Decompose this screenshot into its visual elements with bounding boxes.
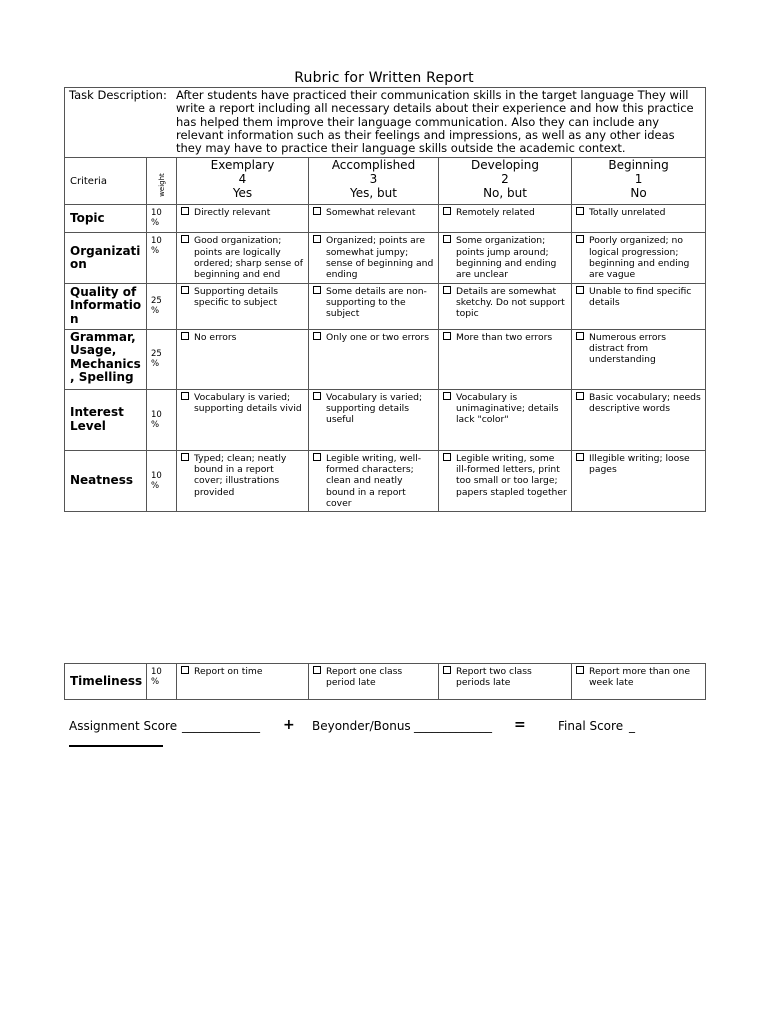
checkbox-icon[interactable] — [576, 286, 584, 294]
rubric-cell[interactable]: Directly relevant — [177, 205, 309, 233]
table-row — [65, 233, 706, 283]
rubric-cell[interactable]: Vocabulary is varied; supporting details vivid — [177, 389, 309, 450]
rubric-cell[interactable]: Organized; points are somewhat jumpy; sense of beginning and ending — [309, 233, 439, 283]
equals-sign: = — [514, 717, 526, 733]
checkbox-icon[interactable] — [576, 392, 584, 400]
rubric-table — [64, 87, 706, 512]
rubric-cell[interactable]: Some organization; points jump around; beginning and ending are unclear — [439, 233, 572, 283]
checkbox-icon[interactable] — [443, 392, 451, 400]
checkbox-icon[interactable] — [443, 235, 451, 243]
rubric-cell[interactable]: Report two class periods late — [439, 664, 572, 700]
checkbox-icon[interactable] — [313, 207, 321, 215]
checkbox-icon[interactable] — [181, 453, 189, 461]
checkbox-icon[interactable] — [181, 235, 189, 243]
task-description-cell — [65, 88, 706, 158]
table-row — [65, 329, 706, 389]
rubric-cell[interactable]: Unable to find specific details — [572, 283, 706, 329]
task-label: Task Description: — [69, 88, 167, 102]
rubric-cell[interactable]: No errors — [177, 329, 309, 389]
rubric-cell[interactable]: Somewhat relevant — [309, 205, 439, 233]
final-score-underline — [69, 745, 163, 747]
checkbox-icon[interactable] — [576, 666, 584, 674]
level-header-accomplished — [309, 158, 439, 205]
criterion-label: Interest Level — [65, 389, 147, 450]
weight-value: 10 % — [147, 233, 177, 283]
criterion-label: Timeliness — [65, 664, 147, 700]
rubric-cell[interactable]: Good organization; points are logically ordered; sharp sense of beginning and end — [177, 233, 309, 283]
level-tag: Yes — [232, 185, 253, 200]
checkbox-icon[interactable] — [443, 453, 451, 461]
page-title: Rubric for Written Report — [294, 70, 474, 86]
bonus-label: Beyonder/Bonus — [312, 719, 411, 733]
rubric-cell[interactable]: Totally unrelated — [572, 205, 706, 233]
assignment-score-blank[interactable]: _____________ — [182, 719, 260, 733]
level-header-developing — [439, 158, 572, 205]
rubric-cell[interactable]: Legible writing, well-formed characters; clean and neatly bound in a report cover — [309, 450, 439, 511]
level-tag: No, but — [483, 185, 527, 200]
checkbox-icon[interactable] — [576, 453, 584, 461]
weight-value: 10 % — [147, 205, 177, 233]
table-row — [65, 205, 706, 233]
level-score: 4 — [238, 172, 247, 187]
timeliness-table — [64, 663, 706, 700]
weight-value: 25 % — [147, 329, 177, 389]
checkbox-icon[interactable] — [181, 207, 189, 215]
rubric-cell[interactable]: Only one or two errors — [309, 329, 439, 389]
plus-sign: + — [283, 717, 295, 733]
rubric-cell[interactable]: Supporting details specific to subject — [177, 283, 309, 329]
table-row — [65, 664, 706, 700]
rubric-cell[interactable]: Remotely related — [439, 205, 572, 233]
checkbox-icon[interactable] — [313, 332, 321, 340]
checkbox-icon[interactable] — [313, 453, 321, 461]
level-name: Beginning — [608, 158, 669, 173]
weight-value: 10 % — [147, 450, 177, 511]
rubric-cell[interactable]: Basic vocabulary; needs descriptive words — [572, 389, 706, 450]
checkbox-icon[interactable] — [313, 666, 321, 674]
rubric-cell[interactable]: More than two errors — [439, 329, 572, 389]
rubric-cell[interactable]: Numerous errors distract from understanding — [572, 329, 706, 389]
criterion-label: Quality of Informatio n — [65, 283, 147, 329]
checkbox-icon[interactable] — [576, 235, 584, 243]
rubric-cell[interactable]: Poorly organized; no logical progression; beginning and ending are vague — [572, 233, 706, 283]
criterion-label: Organizati on — [65, 233, 147, 283]
weight-header-label: weight — [157, 173, 166, 197]
checkbox-icon[interactable] — [443, 207, 451, 215]
rubric-cell[interactable]: Illegible writing; loose pages — [572, 450, 706, 511]
rubric-cell[interactable]: Report on time — [177, 664, 309, 700]
bonus-blank[interactable]: _____________ — [414, 719, 492, 733]
rubric-cell[interactable]: Vocabulary is unimaginative; details lack "color" — [439, 389, 572, 450]
checkbox-icon[interactable] — [443, 332, 451, 340]
level-score: 2 — [501, 172, 509, 187]
checkbox-icon[interactable] — [313, 286, 321, 294]
rubric-cell[interactable]: Vocabulary is varied; supporting details useful — [309, 389, 439, 450]
level-score: 1 — [634, 172, 643, 187]
criterion-label: Neatness — [65, 450, 147, 511]
level-tag: No — [630, 185, 647, 200]
weight-value: 25 % — [147, 283, 177, 329]
criteria-header: Criteria — [65, 158, 147, 205]
criterion-label: Grammar, Usage, Mechanics , Spelling — [65, 329, 147, 389]
checkbox-icon[interactable] — [181, 332, 189, 340]
level-header-beginning — [572, 158, 706, 205]
table-row — [65, 283, 706, 329]
rubric-cell[interactable]: Report more than one week late — [572, 664, 706, 700]
checkbox-icon[interactable] — [313, 392, 321, 400]
rubric-cell[interactable]: Some details are non-supporting to the subject — [309, 283, 439, 329]
checkbox-icon[interactable] — [181, 666, 189, 674]
rubric-cell[interactable]: Typed; clean; neatly bound in a report cover; illustrations provided — [177, 450, 309, 511]
weight-value: 10 % — [147, 664, 177, 700]
level-header-exemplary — [177, 158, 309, 205]
checkbox-icon[interactable] — [443, 666, 451, 674]
rubric-cell[interactable]: Legible writing, some ill-formed letters, print too small or too large; papers stapled together — [439, 450, 572, 511]
assignment-score-label: Assignment Score — [69, 719, 178, 733]
level-score: 3 — [369, 172, 378, 187]
level-name: Developing — [471, 158, 539, 173]
weight-value: 10 % — [147, 389, 177, 450]
rubric-cell[interactable]: Report one class period late — [309, 664, 439, 700]
final-score-label: Final Score — [558, 719, 624, 733]
checkbox-icon[interactable] — [443, 286, 451, 294]
checkbox-icon[interactable] — [576, 332, 584, 340]
level-name: Accomplished — [331, 158, 416, 173]
checkbox-icon[interactable] — [181, 286, 189, 294]
checkbox-icon[interactable] — [181, 392, 189, 400]
weight-header — [147, 158, 177, 205]
rubric-cell[interactable]: Details are somewhat sketchy. Do not support topic — [439, 283, 572, 329]
table-row — [65, 450, 706, 511]
final-score-blank[interactable]: _ — [629, 719, 635, 733]
level-tag: Yes, but — [350, 185, 397, 200]
table-row — [65, 389, 706, 450]
task-text: After students have practiced their communication skills in the target language They will write a report including all necessary details about their experience and how this practice has helped them improve their language communication. Also they can include any relevant information such as their feelings and impressions, as well as any other ideas they may have to practice their language skills outside the academic context. — [176, 88, 694, 156]
checkbox-icon[interactable] — [576, 207, 584, 215]
checkbox-icon[interactable] — [313, 235, 321, 243]
criterion-label: Topic — [65, 205, 147, 233]
level-name: Exemplary — [210, 158, 275, 173]
